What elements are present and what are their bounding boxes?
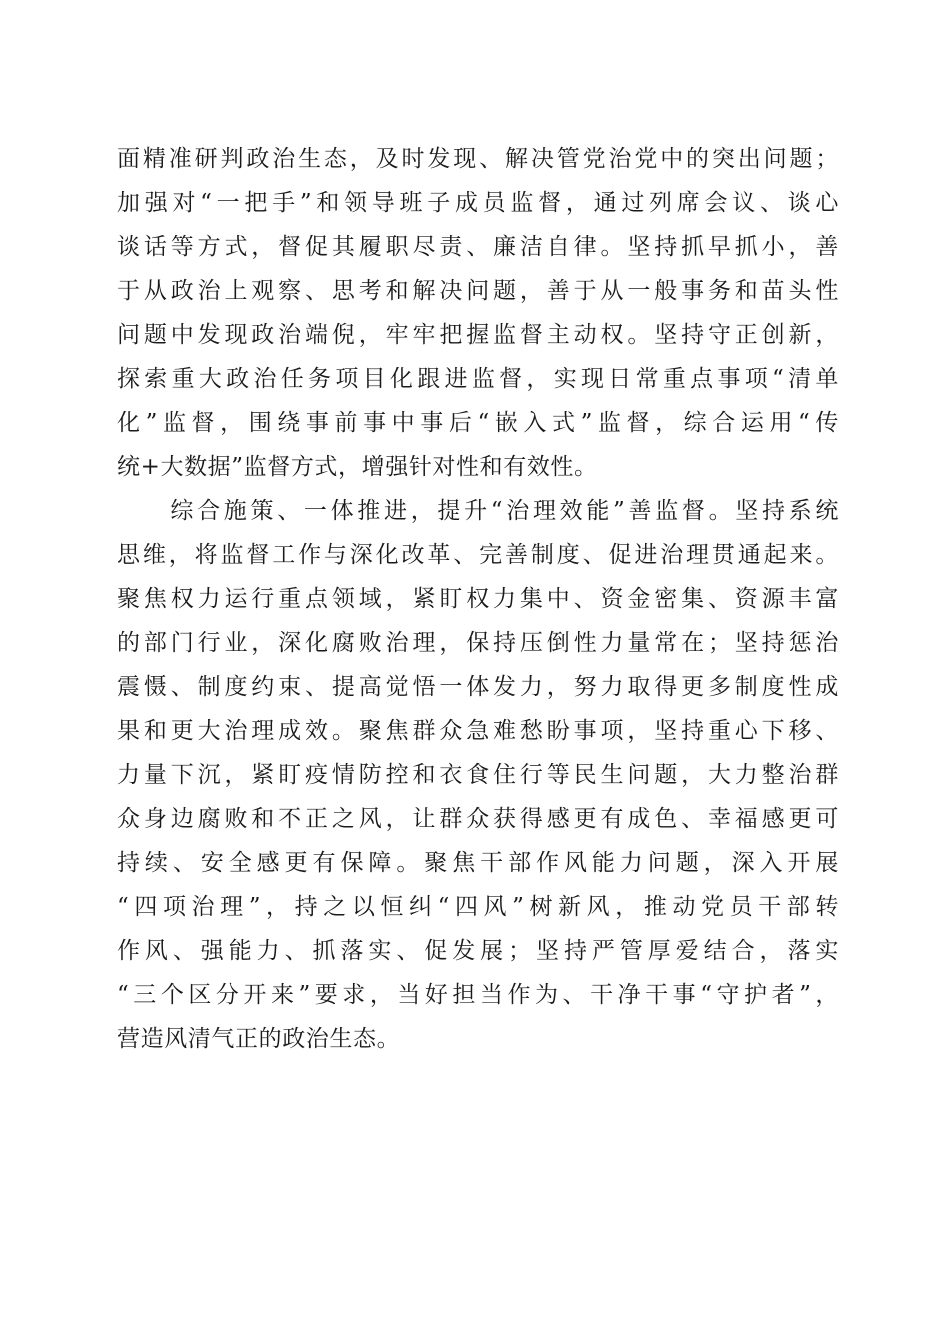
text-line: 问题中发现政治端倪，牢牢把握监督主动权。坚持守正创新， [117,322,839,348]
text-line: 众身边腐败和不正之风，让群众获得感更有成色、幸福感更可 [117,806,839,832]
text-line: 作风、强能力、抓落实、促发展；坚持严管厚爱结合，落实 [117,938,839,964]
text-line: 探索重大政治任务项目化跟进监督，实现日常重点事项“清单 [117,366,839,392]
text-line: 于从政治上观察、思考和解决问题，善于从一般事务和苗头性 [117,278,839,304]
paragraph-1 [117,137,839,489]
text-line: 加强对“一把手”和领导班子成员监督，通过列席会议、谈心 [117,190,839,216]
text-line: 思维，将监督工作与深化改革、完善制度、促进治理贯通起来。 [117,542,839,568]
text-line: 统+大数据”监督方式，增强针对性和有效性。 [117,454,598,480]
text-line: 持续、安全感更有保障。聚焦干部作风能力问题，深入开展 [117,850,839,876]
text-line: 面精准研判政治生态，及时发现、解决管党治党中的突出问题； [117,146,839,172]
text-line: 力量下沉，紧盯疫情防控和衣食住行等民生问题，大力整治群 [117,762,839,788]
text-line: 震慑、制度约束、提高觉悟一体发力，努力取得更多制度性成 [117,674,839,700]
text-line: “四项治理”，持之以恒纠“四风”树新风，推动党员干部转 [117,894,839,920]
text-line: 谈话等方式，督促其履职尽责、廉洁自律。坚持抓早抓小，善 [117,234,839,260]
text-line: 化”监督，围绕事前事中事后“嵌入式”监督，综合运用“传 [117,410,839,436]
body-text [117,137,839,1061]
text-line: “三个区分开来”要求，当好担当作为、干净干事“守护者”， [117,982,839,1008]
text-line: 营造风清气正的政治生态。 [117,1026,401,1052]
text-line: 综合施策、一体推进，提升“治理效能”善监督。坚持系统 [117,498,839,524]
text-line: 的部门行业，深化腐败治理，保持压倒性力量常在；坚持惩治 [117,630,839,656]
text-line: 聚焦权力运行重点领域，紧盯权力集中、资金密集、资源丰富 [117,586,839,612]
text-line: 果和更大治理成效。聚焦群众急难愁盼事项，坚持重心下移、 [117,718,839,744]
paragraph-2 [117,489,839,1061]
